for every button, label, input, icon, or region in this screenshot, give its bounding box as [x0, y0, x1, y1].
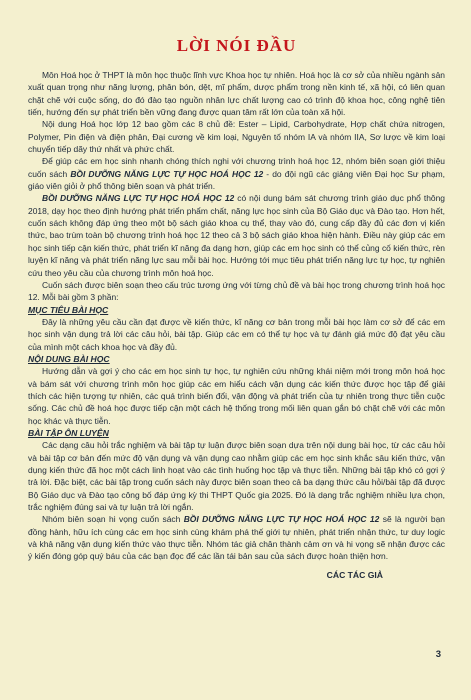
page-title: LỜI NÓI ĐẦU	[176, 36, 297, 55]
book-title: BỒI DƯỠNG NĂNG LỰC TỰ HỌC HOÁ HỌC 12	[70, 168, 264, 179]
paragraph-content: Nội dung Hoá học lớp 12 bao gồm các 8 chủ đề: Ester – Lipid, Carbohydrate, Hợp chất chứa nitrogen, Polymer, Pin điện và điện phân, Đại cương về kim loại, Nguyên tố nhóm IA và nhóm IIA, Sơ lược về kim loại chuyển tiếp dãy thứ nhất và phức chất.	[28, 119, 445, 155]
section-text-objectives: Đây là những yêu cầu cần đạt được về kiến thức, kĩ năng cơ bản trong mỗi bài học làm cơ sở để các em học sinh vận dụng trả lời các câu hỏi, bài tập. Giúp các em có thể tự học và tự đánh giá mức độ đạt yêu cầu của mình một cách khoa học và đầy đủ.	[28, 316, 445, 352]
section-heading-exercises: BÀI TẬP ÔN LUYỆN	[28, 427, 109, 438]
text-run: Nhóm biên soạn hi vọng cuốn sách	[42, 514, 184, 525]
page-number: 3	[435, 649, 441, 660]
paragraph-structure: Cuốn sách được biên soạn theo cấu trúc tương ứng với từng chủ đề và bài học trong chương trình hoá học 12. Mỗi bài gồm 3 phần:	[28, 279, 445, 303]
book-title: BỒI DƯỠNG NĂNG LỰC TỰ HỌC HOÁ HỌC 12	[42, 193, 235, 204]
paragraph-book-intro	[28, 155, 445, 192]
text-run: Để giúp các em học sinh nhanh chóng thích nghi với chương trình hoá học 12, nhóm biên soạn giới thiệu cuốn sách	[28, 156, 445, 179]
paragraph-closing	[28, 513, 445, 562]
paragraph-intro: Môn Hoá học ở THPT là môn học thuộc lĩnh vực Khoa học tự nhiên. Hoá học là cơ sở của nhiều ngành sản xuất quan trọng như năng lượng, phân bón, dệt, mĩ phẩm, dược phẩm trong nền kinh tế, xã hội, có liên quan chặt chẽ với cuộc sống, do đó đào tạo nguồn nhân lực chất lượng cao có trình độ khoa học, công nghệ tiên tiến, hướng đến sự phát triển bền vững đang được quan tâm rất lớn của toàn xã hội.	[28, 70, 445, 118]
section-text-content: Hướng dẫn và gợi ý cho các em học sinh tự học, tự nghiên cứu những khái niệm mới trong môn hoá học và bám sát với chương trình môn học giúp các em hiểu cách vận dụng các kiến thức được học tập để giải thích các hiện tượng tự nhiên, các quá trình biến đổi, vận động và phát triển của tự nhiên trong thực tiễn cuộc sống. Các chủ đề hoá học được tiếp cận một cách hệ thống trong mối liên quan gắn bó chặt chẽ với các môn học khác và thực tiễn.	[28, 366, 445, 426]
section-heading-objectives: MỤC TIÊU BÀI HỌC	[28, 304, 109, 315]
section-text-exercises: Các dạng câu hỏi trắc nghiệm và bài tập tự luận được biên soạn dựa trên nội dung bài học, từ các câu hỏi và bài tập cơ bản đến mức độ vận dụng và vận dụng cao nhằm giúp các em học sinh khắc sâu kiến thức, vận dụng kiến thức đã học một cách linh hoạt vào các tình huống học tập và thực tiễn. Những bài tập khó có gợi ý trả lời. Đặc biệt, các bài tập trong cuốn sách này được biên soạn theo cả ba dạng thức câu hỏi/bài tập đã được Bộ Giáo dục và Đào tạo công bố đáp ứng kỳ thi THPT Quốc gia 2025. Đó là dạng trắc nghiệm nhiều lựa chọn, trắc nghiệm đúng sai và tự luận trả lời ngắn.	[28, 440, 445, 513]
text-run: sẽ là người bạn đồng hành, hữu ích cùng các em học sinh cùng khám phá thế giới tự nhiên, phát triển nhận thức, tư duy logic và khả năng vận dụng kiến thức vào thực tiễn. Nhóm tác giả chân thành cảm ơn và hi vọng sẽ nhận được các ý kiến đóng góp quý báu của các bạn đọc để các lần tái bản sau của sách được hoàn thiện hơn.	[28, 514, 445, 562]
section-heading-content: NỘI DUNG BÀI HỌC	[28, 353, 110, 364]
author-signature: CÁC TÁC GIẢ	[326, 569, 383, 580]
paragraph-book-description	[28, 192, 445, 278]
text-run: - do đội ngũ các giảng viên Đại học Sư phạm, giáo viên giỏi ở phổ thông biên soạn và phát triển.	[28, 168, 446, 192]
book-title: BỒI DƯỠNG NĂNG LỰC TỰ HỌC HOÁ HỌC 12	[183, 514, 380, 525]
text-run: có nội dung bám sát chương trình giáo dục phổ thông 2018, dạy học theo định hướng phát triển phẩm chất, năng lực học sinh của Bộ Giáo dục và Đào tạo. Hơn hết, cuốn sách không đáp ứng theo một bộ sách giáo khoa cụ thể, thay vào đó, cung cấp đầy đủ các đơn vị kiến thức, bao trùm toàn bộ chương trình hoá học 12 theo cả 3 bộ sách giáo khoa hiện hành. Điều này giúp các em học sinh tiếp cận kiến thức, phát triển kĩ năng đa dạng hơn, giúp các em học sinh có thể củng cố kiến thức, rèn luyện kĩ năng và phát triển năng lực sau mỗi bài học. Hướng tới mục tiêu phát triển năng lực tự học, tự nghiên cứu theo yêu cầu của chương trình môn hoá học.	[28, 193, 445, 278]
